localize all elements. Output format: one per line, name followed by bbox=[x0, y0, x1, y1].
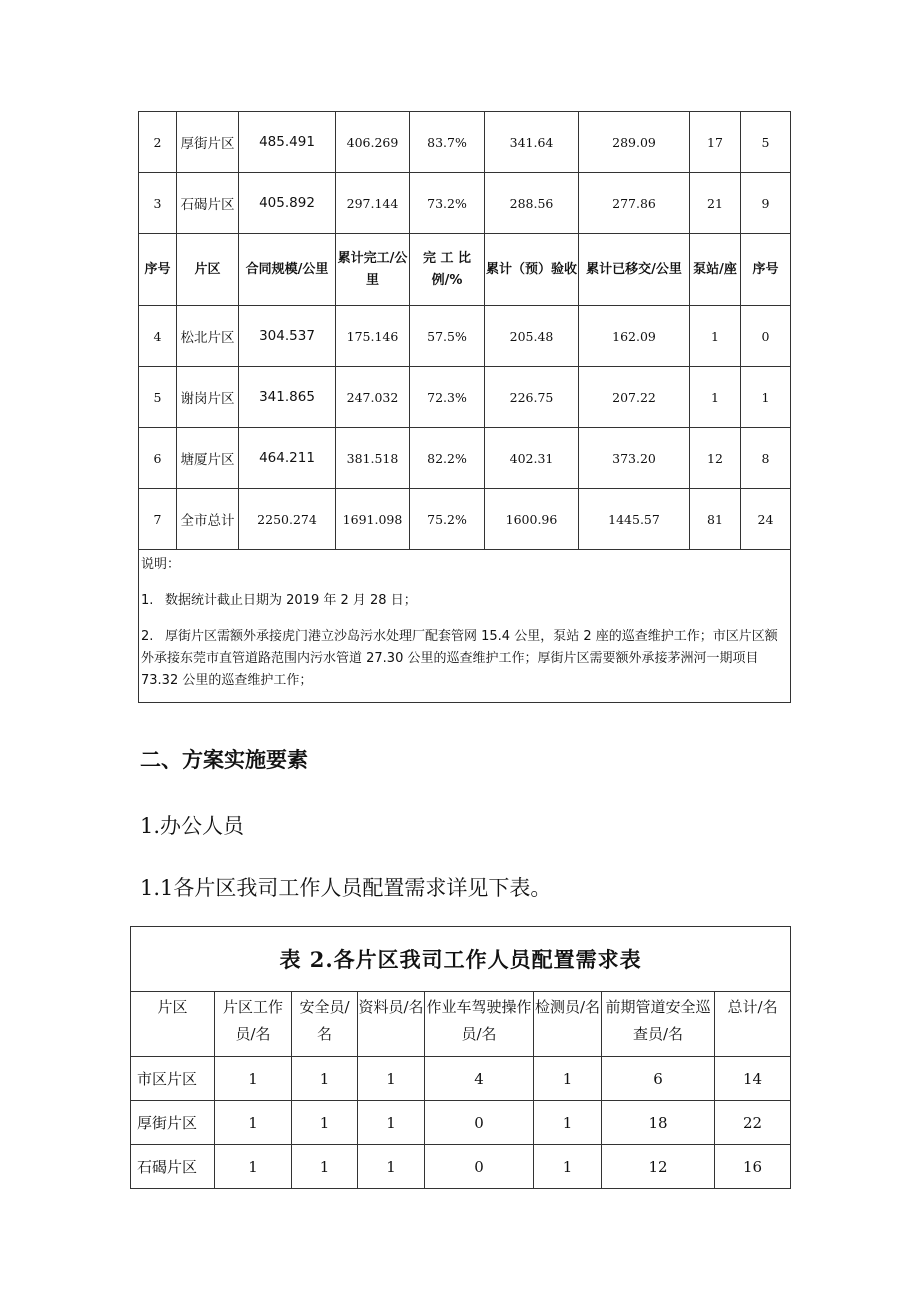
cell-transferred: 207.22 bbox=[579, 367, 690, 428]
cell-accepted: 226.75 bbox=[485, 367, 579, 428]
cell-area: 全市总计 bbox=[177, 489, 239, 550]
header-tester: 检测员/名 bbox=[534, 992, 602, 1057]
notes-row bbox=[139, 550, 791, 703]
cell-contract: 405.892 bbox=[239, 173, 336, 234]
cell-extra: 0 bbox=[741, 306, 791, 367]
notes-label: 说明： bbox=[141, 557, 181, 572]
cell-area: 石碣片区 bbox=[131, 1145, 215, 1189]
cell-area: 松北片区 bbox=[177, 306, 239, 367]
cell-total: 16 bbox=[715, 1145, 791, 1189]
table-row bbox=[139, 306, 791, 367]
header-patrol: 前期管道安全巡查员/名 bbox=[602, 992, 715, 1057]
table-title: 表 2.各片区我司工作人员配置需求表 bbox=[131, 927, 791, 992]
progress-table bbox=[138, 111, 791, 703]
cell-extra: 24 bbox=[741, 489, 791, 550]
cell-no: 3 bbox=[139, 173, 177, 234]
cell-area: 塘厦片区 bbox=[177, 428, 239, 489]
header-extra: 序号 bbox=[741, 234, 791, 306]
cell-extra: 8 bbox=[741, 428, 791, 489]
cell-staff: 1 bbox=[215, 1145, 292, 1189]
cell-transferred: 277.86 bbox=[579, 173, 690, 234]
cell-area: 市区片区 bbox=[131, 1057, 215, 1101]
cell-driver: 4 bbox=[425, 1057, 534, 1101]
cell-no: 6 bbox=[139, 428, 177, 489]
note-number: 2. bbox=[141, 629, 154, 644]
cell-area: 厚街片区 bbox=[177, 112, 239, 173]
staffing-table bbox=[130, 926, 791, 1189]
note-item bbox=[141, 626, 787, 692]
subsection-heading: 1.办公人员 bbox=[140, 814, 245, 838]
section-heading: 二、方案实施要素 bbox=[140, 748, 308, 772]
cell-no: 5 bbox=[139, 367, 177, 428]
header-docs: 资料员/名 bbox=[358, 992, 425, 1057]
cell-pump: 17 bbox=[690, 112, 741, 173]
cell-pump: 1 bbox=[690, 306, 741, 367]
cell-contract: 464.211 bbox=[239, 428, 336, 489]
header-area: 片区 bbox=[177, 234, 239, 306]
header-staff: 片区工作员/名 bbox=[215, 992, 292, 1057]
cell-transferred: 373.20 bbox=[579, 428, 690, 489]
header-no: 序号 bbox=[139, 234, 177, 306]
cell-contract: 341.865 bbox=[239, 367, 336, 428]
header-accepted: 累计（预）验收 bbox=[485, 234, 579, 306]
table-header-row bbox=[131, 992, 791, 1057]
cell-docs: 1 bbox=[358, 1145, 425, 1189]
cell-patrol: 6 bbox=[602, 1057, 715, 1101]
cell-pump: 81 bbox=[690, 489, 741, 550]
cell-transferred: 289.09 bbox=[579, 112, 690, 173]
cell-pump: 1 bbox=[690, 367, 741, 428]
note-item bbox=[141, 590, 787, 612]
cell-completed: 406.269 bbox=[336, 112, 410, 173]
cell-completed: 381.518 bbox=[336, 428, 410, 489]
cell-contract: 304.537 bbox=[239, 306, 336, 367]
cell-driver: 0 bbox=[425, 1101, 534, 1145]
cell-staff: 1 bbox=[215, 1101, 292, 1145]
cell-docs: 1 bbox=[358, 1101, 425, 1145]
table-header-row bbox=[139, 234, 791, 306]
table-row bbox=[139, 112, 791, 173]
note-text: 厚街片区需额外承接虎门港立沙岛污水处理厂配套管网 15.4 公里，泵站 2 座的巡查维护工作；市区片区额外承接东莞市直管道路范围内污水管道 27.30 公里的巡查维护工作；厚街片区需要额外承接茅洲河一期项目 73.32 公里的巡查维护工作； bbox=[141, 629, 778, 688]
cell-ratio: 82.2% bbox=[410, 428, 485, 489]
cell-area: 厚街片区 bbox=[131, 1101, 215, 1145]
header-total: 总计/名 bbox=[715, 992, 791, 1057]
table-row bbox=[131, 1145, 791, 1189]
header-transferred: 累计已移交/公里 bbox=[579, 234, 690, 306]
cell-accepted: 1600.96 bbox=[485, 489, 579, 550]
cell-docs: 1 bbox=[358, 1057, 425, 1101]
cell-pump: 21 bbox=[690, 173, 741, 234]
cell-extra: 9 bbox=[741, 173, 791, 234]
notes-cell bbox=[139, 550, 791, 703]
cell-staff: 1 bbox=[215, 1057, 292, 1101]
cell-patrol: 12 bbox=[602, 1145, 715, 1189]
cell-no: 4 bbox=[139, 306, 177, 367]
cell-completed: 247.032 bbox=[336, 367, 410, 428]
table-row-total bbox=[139, 489, 791, 550]
cell-accepted: 205.48 bbox=[485, 306, 579, 367]
intro-text: 1.1各片区我司工作人员配置需求详见下表。 bbox=[140, 876, 552, 900]
cell-accepted: 402.31 bbox=[485, 428, 579, 489]
cell-transferred: 1445.57 bbox=[579, 489, 690, 550]
cell-tester: 1 bbox=[534, 1101, 602, 1145]
cell-accepted: 288.56 bbox=[485, 173, 579, 234]
cell-transferred: 162.09 bbox=[579, 306, 690, 367]
cell-ratio: 73.2% bbox=[410, 173, 485, 234]
cell-driver: 0 bbox=[425, 1145, 534, 1189]
table-row bbox=[139, 428, 791, 489]
cell-area: 谢岗片区 bbox=[177, 367, 239, 428]
cell-ratio: 72.3% bbox=[410, 367, 485, 428]
table-row bbox=[139, 367, 791, 428]
cell-ratio: 75.2% bbox=[410, 489, 485, 550]
cell-pump: 12 bbox=[690, 428, 741, 489]
cell-total: 22 bbox=[715, 1101, 791, 1145]
cell-accepted: 341.64 bbox=[485, 112, 579, 173]
cell-patrol: 18 bbox=[602, 1101, 715, 1145]
cell-completed: 297.144 bbox=[336, 173, 410, 234]
cell-safety: 1 bbox=[292, 1145, 358, 1189]
cell-extra: 1 bbox=[741, 367, 791, 428]
header-contract: 合同规模/公里 bbox=[239, 234, 336, 306]
cell-area: 石碣片区 bbox=[177, 173, 239, 234]
cell-completed: 1691.098 bbox=[336, 489, 410, 550]
cell-ratio: 57.5% bbox=[410, 306, 485, 367]
cell-contract: 2250.274 bbox=[239, 489, 336, 550]
table-row bbox=[139, 173, 791, 234]
header-driver: 作业车驾驶操作员/名 bbox=[425, 992, 534, 1057]
cell-tester: 1 bbox=[534, 1145, 602, 1189]
header-area: 片区 bbox=[131, 992, 215, 1057]
cell-completed: 175.146 bbox=[336, 306, 410, 367]
header-ratio: 完 工 比 例/% bbox=[410, 234, 485, 306]
note-text: 数据统计截止日期为 2019 年 2 月 28 日； bbox=[165, 593, 417, 608]
table-title-row bbox=[131, 927, 791, 992]
cell-extra: 5 bbox=[741, 112, 791, 173]
cell-total: 14 bbox=[715, 1057, 791, 1101]
cell-safety: 1 bbox=[292, 1101, 358, 1145]
header-completed: 累计完工/公里 bbox=[336, 234, 410, 306]
cell-safety: 1 bbox=[292, 1057, 358, 1101]
header-safety: 安全员/名 bbox=[292, 992, 358, 1057]
cell-tester: 1 bbox=[534, 1057, 602, 1101]
cell-no: 7 bbox=[139, 489, 177, 550]
note-number: 1. bbox=[141, 593, 154, 608]
header-pump: 泵站/座 bbox=[690, 234, 741, 306]
cell-no: 2 bbox=[139, 112, 177, 173]
table-row bbox=[131, 1057, 791, 1101]
table-row bbox=[131, 1101, 791, 1145]
cell-contract: 485.491 bbox=[239, 112, 336, 173]
cell-ratio: 83.7% bbox=[410, 112, 485, 173]
